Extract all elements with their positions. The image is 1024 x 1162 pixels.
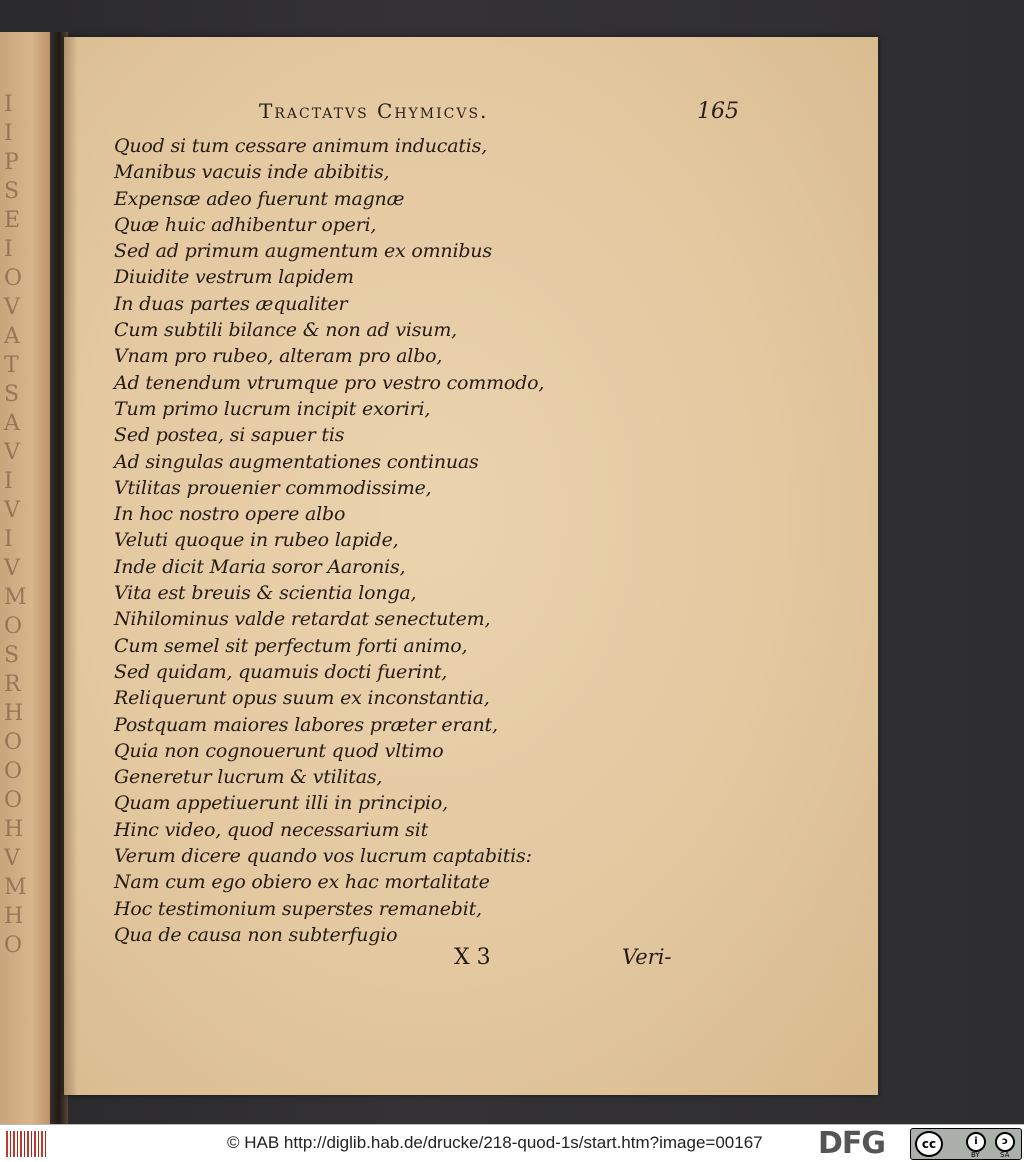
previous-page-glyph: A [4,411,20,436]
previous-page-glyph: O [4,730,23,755]
verse-line: Vtilitas prouenier commodissime, [114,476,432,499]
verse-line: Quam appetiuerunt illi in principio, [114,792,449,815]
previous-page-glyph: V [4,846,20,871]
previous-page-glyph: S [4,643,20,668]
verse-line: Quia non cognouerunt quod vltimo [114,739,444,762]
book-page [64,37,878,1095]
verse-line: Vnam pro rubeo, alteram pro albo, [114,345,443,368]
previous-page-glyph: I [4,527,13,552]
verse-line: Reliquerunt opus suum ex inconstantia, [114,687,490,710]
previous-page-glyph: I [4,92,13,117]
sa-label: SA [1000,1151,1010,1159]
previous-page-glyph: V [4,295,20,320]
verse-line: Diuidite vestrum lapidem [114,266,354,289]
verse-line: Quæ huic adhibentur operi, [114,213,377,236]
previous-page-glyph: A [4,324,20,349]
previous-page-glyph: V [4,440,20,465]
previous-page-glyph: V [4,556,20,581]
previous-page-glyph: E [4,208,21,233]
previous-page-glyph: O [4,266,23,291]
by-label: BY [971,1151,980,1159]
previous-page-glyph: P [4,150,19,175]
previous-page-glyph: M [4,585,27,610]
page-number: 165 [697,99,739,124]
previous-page-glyph: S [4,382,20,407]
verse-line: Qua de causa non subterfugio [114,923,398,946]
dfg-logo[interactable]: DFG [818,1126,886,1161]
verse-line: Manibus vacuis inde abibitis, [114,161,390,184]
verse-line: Quod si tum cessare animum inducatis, [114,135,488,157]
verse-line: Cum subtili bilance & non ad visum, [114,319,457,342]
previous-page-glyph: R [4,672,21,697]
verse-line: Ad tenendum vtrumque pro vestro commodo, [114,371,545,394]
verse-line: Veluti quoque in rubeo lapide, [114,529,399,552]
verse-line: Vita est breuis & scientia longa, [114,582,417,605]
copyright-url-link[interactable]: © HAB http://diglib.hab.de/drucke/218-quod-1s/start.htm?image=00167 [227,1133,763,1152]
verse-line: In duas partes æqualiter [114,292,348,315]
verse-line: Sed ad primum augmentum ex omnibus [114,240,492,263]
copyright-link[interactable] [227,1133,763,1153]
previous-page-glyph: H [4,904,24,929]
verse-line: Nihilominus valde retardat senectutem, [114,608,491,631]
share-alike-icon: ↄ [995,1132,1015,1152]
verse-line: Ad singulas augmentationes continuas [114,450,479,473]
previous-page-edge [0,32,52,1124]
attribution-icon: i [966,1132,986,1152]
running-title: Tractatvs Chymicvs. [259,99,489,123]
cc-license-badge[interactable] [910,1128,1022,1160]
footer-bar [0,1124,1024,1162]
verse-line: Nam cum ego obiero ex hac mortalitate [114,871,490,894]
page-gutter-shadow [64,37,78,1095]
page-header [259,99,739,133]
verse-line: Hoc testimonium superstes remanebit, [114,897,482,920]
cc-icon: cc [915,1131,943,1157]
verse-line: Expensæ adeo fuerunt magnæ [114,187,405,210]
verse-line: Generetur lucrum & vtilitas, [114,766,383,789]
hab-barcode-logo [6,1131,48,1157]
previous-page-glyph: H [4,817,24,842]
previous-page-glyph: O [4,788,23,813]
previous-page-glyph: O [4,614,23,639]
previous-page-glyph: T [4,353,19,378]
verse-line: Sed postea, si sapuer tis [114,424,345,447]
verse-line: Inde dicit Maria soror Aaronis, [114,555,406,578]
previous-page-glyph: I [4,121,13,146]
previous-page-glyph: H [4,701,24,726]
catchword: Veri- [622,945,672,969]
previous-page-glyph: V [4,498,20,523]
verse-line: Postquam maiores labores præter erant, [114,713,498,736]
previous-page-glyph: I [4,469,13,494]
verse-line: Hinc video, quod necessarium sit [114,818,429,841]
verse-line: Cum semel sit perfectum forti animo, [114,634,468,657]
signature-mark: X 3 [454,945,491,970]
verse-list [114,133,614,948]
verse-line: Verum dicere quando vos lucrum captabitis: [114,845,532,868]
previous-page-glyph: M [4,875,27,900]
verse-line: Sed quidam, quamuis docti fuerint, [114,660,448,683]
verse-line: In hoc nostro opere albo [114,503,346,526]
previous-page-glyph: S [4,179,20,204]
previous-page-glyph: I [4,237,13,262]
previous-page-glyph: O [4,933,23,958]
verse-line: Tum primo lucrum incipit exoriri, [114,397,431,420]
previous-page-glyph: O [4,759,23,784]
